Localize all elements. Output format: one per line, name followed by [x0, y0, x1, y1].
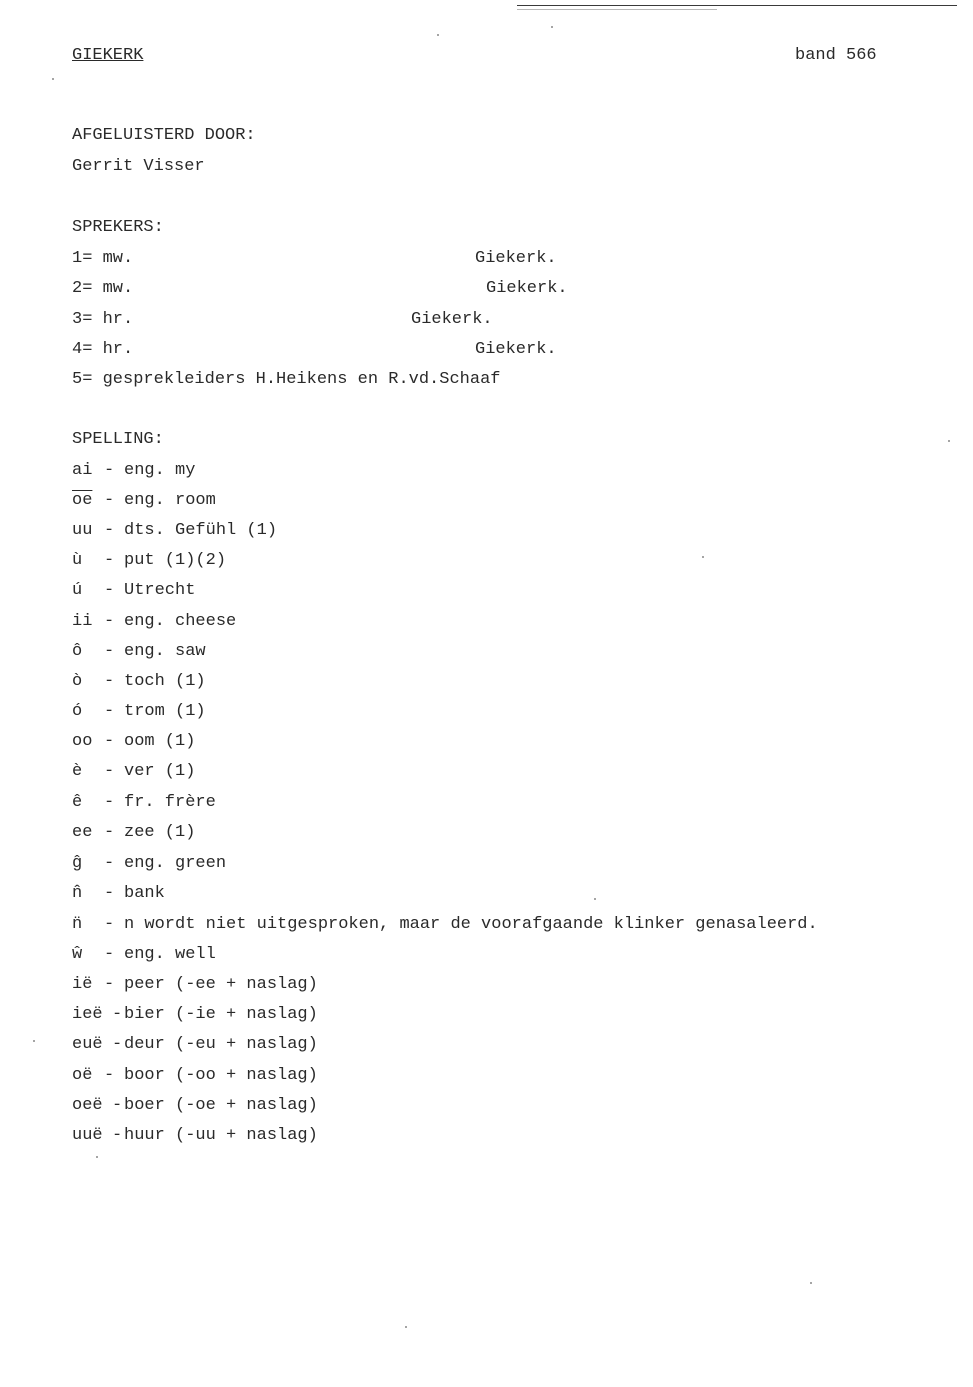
- listened-by-name: Gerrit Visser: [72, 157, 205, 176]
- spelling-symbol: ee: [72, 823, 93, 842]
- spelling-dash: -: [104, 762, 115, 781]
- spelling-description: trom (1): [124, 702, 206, 721]
- spelling-dash: -: [104, 551, 115, 570]
- spelling-row: [72, 823, 932, 843]
- spelling-description: boor (-oo + naslag): [124, 1066, 318, 1085]
- speaker-place: Giekerk.: [475, 249, 557, 268]
- speakers-heading: SPREKERS:: [72, 218, 164, 237]
- spelling-row: [72, 461, 932, 481]
- spelling-symbol: è: [72, 762, 83, 781]
- spelling-dash: -: [112, 1035, 123, 1054]
- scan-speck: [405, 1326, 407, 1328]
- speaker-row: [72, 370, 672, 390]
- spelling-description: oom (1): [124, 732, 196, 751]
- spelling-row: [72, 945, 932, 965]
- spelling-symbol: n̂: [72, 884, 83, 903]
- spelling-symbol: ĝ: [72, 854, 83, 873]
- scan-speck: [33, 1040, 35, 1042]
- spelling-dash: -: [112, 1126, 123, 1145]
- spelling-symbol: ê: [72, 793, 83, 812]
- place-title: GIEKERK: [72, 46, 144, 65]
- spelling-symbol: oo: [72, 732, 93, 751]
- spelling-row: [72, 1126, 932, 1146]
- spelling-row: [72, 521, 932, 541]
- spelling-symbol: n̈: [72, 915, 83, 934]
- spelling-description: zee (1): [124, 823, 196, 842]
- spelling-row: [72, 1035, 932, 1055]
- spelling-symbol: ië: [72, 975, 93, 994]
- spelling-row: [72, 732, 932, 752]
- spelling-dash: -: [112, 1005, 123, 1024]
- spelling-symbol: uu: [72, 521, 93, 540]
- spelling-heading: SPELLING:: [72, 430, 164, 449]
- spelling-description: fr. frère: [124, 793, 216, 812]
- spelling-dash: -: [104, 915, 115, 934]
- spelling-dash: -: [104, 793, 115, 812]
- spelling-description: ver (1): [124, 762, 196, 781]
- band-number: band 566: [795, 46, 877, 65]
- spelling-dash: -: [104, 1066, 115, 1085]
- spelling-dash: -: [104, 975, 115, 994]
- spelling-row: [72, 975, 932, 995]
- spelling-description: n wordt niet uitgesproken, maar de voorafgaande klinker genasaleerd.: [124, 915, 818, 934]
- spelling-row: [72, 1066, 932, 1086]
- speaker-row: [72, 310, 672, 330]
- spelling-row: [72, 642, 932, 662]
- spelling-description: toch (1): [124, 672, 206, 691]
- spelling-row: [72, 762, 932, 782]
- spelling-row: [72, 672, 932, 692]
- spelling-dash: -: [104, 612, 115, 631]
- scan-speck: [948, 440, 950, 442]
- spelling-row: [72, 793, 932, 813]
- spelling-symbol: oë: [72, 1066, 93, 1085]
- spelling-symbol: $\overline{oe}$: [72, 491, 93, 510]
- speaker-place: Giekerk.: [475, 340, 557, 359]
- scan-speck: [810, 1282, 812, 1284]
- spelling-dash: -: [112, 1096, 123, 1115]
- speaker-label: 5= gesprekleiders H.Heikens en R.vd.Schaaf: [72, 370, 501, 389]
- spelling-row: [72, 551, 932, 571]
- scan-speck: [702, 556, 704, 558]
- spelling-dash: -: [104, 854, 115, 873]
- spelling-dash: -: [104, 461, 115, 480]
- scan-speck: [594, 898, 596, 900]
- speaker-place: Giekerk.: [411, 310, 493, 329]
- spelling-row: [72, 581, 932, 601]
- spelling-row: [72, 1096, 932, 1116]
- spelling-symbol: ò: [72, 672, 83, 691]
- spelling-dash: -: [104, 581, 115, 600]
- spelling-symbol: ù: [72, 551, 83, 570]
- spelling-dash: -: [104, 884, 115, 903]
- spelling-description: put (1)(2): [124, 551, 227, 570]
- spelling-symbol: uuë: [72, 1126, 103, 1145]
- spelling-dash: -: [104, 945, 115, 964]
- spelling-row: [72, 884, 932, 904]
- spelling-description: eng. well: [124, 945, 216, 964]
- top-rule-faint: [517, 9, 717, 10]
- spelling-description: eng. saw: [124, 642, 206, 661]
- listened-by-heading: AFGELUISTERD DOOR:: [72, 126, 256, 145]
- spelling-description: deur (-eu + naslag): [124, 1035, 318, 1054]
- spelling-symbol: ŵ: [72, 945, 83, 964]
- spelling-symbol: ieë: [72, 1005, 103, 1024]
- speaker-label: 1= mw.: [72, 249, 134, 268]
- spelling-description: eng. room: [124, 491, 216, 510]
- spelling-dash: -: [104, 732, 115, 751]
- spelling-symbol: ii: [72, 612, 93, 631]
- spelling-symbol: ô: [72, 642, 83, 661]
- spelling-dash: -: [104, 823, 115, 842]
- spelling-description: huur (-uu + naslag): [124, 1126, 318, 1145]
- spelling-dash: -: [104, 491, 115, 510]
- spelling-description: eng. my: [124, 461, 196, 480]
- scan-speck: [437, 34, 439, 36]
- spelling-description: boer (-oe + naslag): [124, 1096, 318, 1115]
- spelling-row: [72, 1005, 932, 1025]
- spelling-description: eng. cheese: [124, 612, 237, 631]
- spelling-row: [72, 702, 932, 722]
- speaker-label: 3= hr.: [72, 310, 134, 329]
- spelling-row: [72, 854, 932, 874]
- spelling-row: [72, 915, 932, 935]
- top-rule: [517, 5, 957, 6]
- scan-speck: [52, 78, 54, 80]
- spelling-symbol: euë: [72, 1035, 103, 1054]
- scan-speck: [96, 1156, 98, 1158]
- spelling-description: eng. green: [124, 854, 227, 873]
- spelling-symbol: ú: [72, 581, 83, 600]
- speaker-row: [72, 249, 672, 269]
- spelling-row: [72, 612, 932, 632]
- spelling-description: bier (-ie + naslag): [124, 1005, 318, 1024]
- spelling-description: dts. Gefühl (1): [124, 521, 278, 540]
- speaker-label: 2= mw.: [72, 279, 134, 298]
- spelling-dash: -: [104, 642, 115, 661]
- spelling-description: peer (-ee + naslag): [124, 975, 318, 994]
- speaker-row: [72, 340, 672, 360]
- spelling-description: bank: [124, 884, 165, 903]
- spelling-dash: -: [104, 521, 115, 540]
- speaker-row: [72, 279, 672, 299]
- speaker-label: 4= hr.: [72, 340, 134, 359]
- spelling-symbol: oeë: [72, 1096, 103, 1115]
- scan-speck: [551, 26, 553, 28]
- spelling-description: Utrecht: [124, 581, 196, 600]
- spelling-symbol: ó: [72, 702, 83, 721]
- spelling-row: [72, 491, 932, 511]
- spelling-dash: -: [104, 672, 115, 691]
- speaker-place: Giekerk.: [486, 279, 568, 298]
- spelling-dash: -: [104, 702, 115, 721]
- spelling-symbol: ai: [72, 461, 93, 480]
